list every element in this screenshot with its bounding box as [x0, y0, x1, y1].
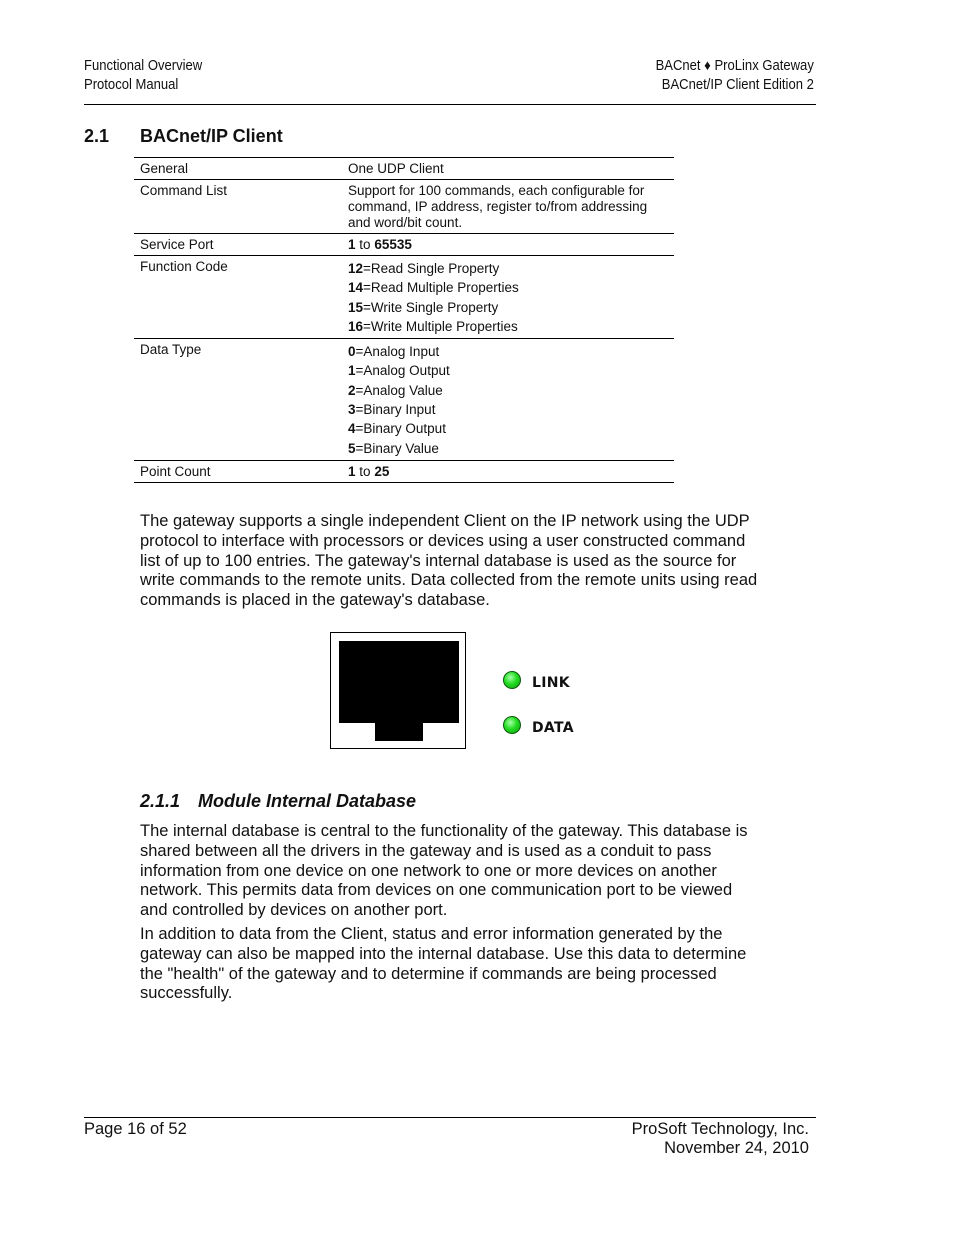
spec-value	[342, 460, 674, 482]
code-description: =Analog Input	[355, 344, 440, 360]
range-to: 25	[374, 463, 390, 479]
code-description: =Binary Output	[355, 421, 446, 437]
spec-label: Service Port	[134, 234, 342, 256]
spec-label: Data Type	[134, 339, 342, 461]
code-number: 4	[348, 421, 356, 437]
spec-label: Point Count	[134, 460, 342, 482]
spec-value: One UDP Client	[342, 158, 674, 180]
code-description: =Analog Value	[355, 382, 443, 398]
data-led-label: DATA	[532, 720, 574, 736]
list-item	[348, 298, 668, 317]
spec-value	[342, 256, 674, 339]
section-title: BACnet/IP Client	[140, 126, 283, 146]
code-description: =Binary Value	[355, 440, 439, 456]
spec-value	[342, 339, 674, 461]
header-manual-name: Protocol Manual	[84, 77, 179, 93]
code-description: =Read Single Property	[363, 261, 500, 276]
header-section-name: Functional Overview	[84, 58, 203, 74]
spec-value: Support for 100 commands, each configurable for command, IP address, register to/from addressing and word/bit count.	[342, 180, 674, 234]
footer-right	[632, 1120, 809, 1158]
spec-label: Function Code	[134, 256, 342, 339]
table-row	[134, 180, 674, 234]
code-number: 12	[348, 261, 364, 276]
footer-divider	[84, 1117, 816, 1118]
link-led-label: LINK	[532, 675, 570, 691]
subsection-number: 2.1.1	[140, 791, 181, 811]
code-description: =Analog Output	[355, 363, 450, 379]
company-name: ProSoft Technology, Inc.	[631, 1120, 809, 1138]
range-from: 1	[348, 463, 356, 479]
data-led-icon	[503, 716, 521, 734]
body-paragraph: The internal database is central to the functionality of the gateway. This database is shared between all the drivers in the gateway and is used as a conduit to pass information from one device on one network to one or more devices on another network. This permits data from devices on one communication port to be viewed and controlled by devices on another port.	[140, 822, 748, 920]
code-number: 16	[348, 318, 364, 334]
range-to-word: to	[359, 463, 371, 479]
code-description: =Read Multiple Properties	[363, 280, 519, 296]
subsection-title: Module Internal Database	[198, 791, 417, 811]
table-row	[134, 234, 674, 256]
table-row	[134, 339, 674, 461]
range-from: 1	[348, 237, 356, 252]
table-row	[134, 256, 674, 339]
code-number: 5	[348, 440, 356, 456]
code-number: 14	[348, 280, 364, 296]
link-led-icon	[503, 671, 521, 689]
code-number: 1	[348, 363, 356, 379]
range-to: 65535	[374, 237, 412, 252]
code-description: =Binary Input	[355, 402, 436, 418]
list-item	[348, 381, 668, 400]
header-edition: BACnet/IP Client Edition 2	[661, 77, 814, 93]
body-paragraph: The gateway supports a single independent Client on the IP network using the UDP protocol to interface with processors or devices using a user constructed command list of up to 100 entries. The gateway's internal database is used as the source for write commands to the remote units. Data collected from the remote units using read commands is placed in the gateway's database.	[140, 512, 758, 610]
header-right	[656, 57, 814, 95]
list-item	[348, 259, 668, 278]
code-description: =Write Single Property	[363, 299, 499, 315]
range-to-word: to	[359, 237, 371, 252]
header-divider	[84, 104, 816, 105]
spec-label: Command List	[134, 180, 342, 234]
code-description: =Write Multiple Properties	[363, 318, 518, 334]
code-number: 2	[348, 382, 356, 398]
subsection-heading	[140, 791, 416, 812]
page-number: Page 16 of 52	[84, 1120, 187, 1138]
spec-table	[134, 157, 674, 483]
rj45-jack	[339, 641, 459, 723]
code-number: 15	[348, 299, 364, 315]
code-number: 0	[348, 344, 356, 360]
publication-date: November 24, 2010	[664, 1139, 809, 1157]
code-number: 3	[348, 402, 356, 418]
body-paragraph: In addition to data from the Client, status and error information generated by the gateway can also be mapped into the internal database. Use this data to determine the "health" of the gateway and to determine if commands are being processed successfully.	[140, 925, 747, 1003]
list-item	[348, 419, 668, 438]
header-product-name: BACnet ♦ ProLinx Gateway	[655, 58, 814, 74]
section-number: 2.1	[84, 126, 110, 146]
list-item	[348, 400, 668, 419]
list-item	[348, 317, 668, 336]
section-heading	[84, 126, 283, 147]
table-row	[134, 460, 674, 482]
list-item	[348, 342, 668, 361]
spec-value	[342, 234, 674, 256]
list-item	[348, 278, 668, 297]
list-item	[348, 361, 668, 380]
table-row	[134, 158, 674, 180]
header-left	[84, 57, 202, 95]
spec-label: General	[134, 158, 342, 180]
rj45-latch	[375, 721, 423, 741]
ethernet-port-illustration	[330, 632, 466, 749]
list-item	[348, 439, 668, 458]
